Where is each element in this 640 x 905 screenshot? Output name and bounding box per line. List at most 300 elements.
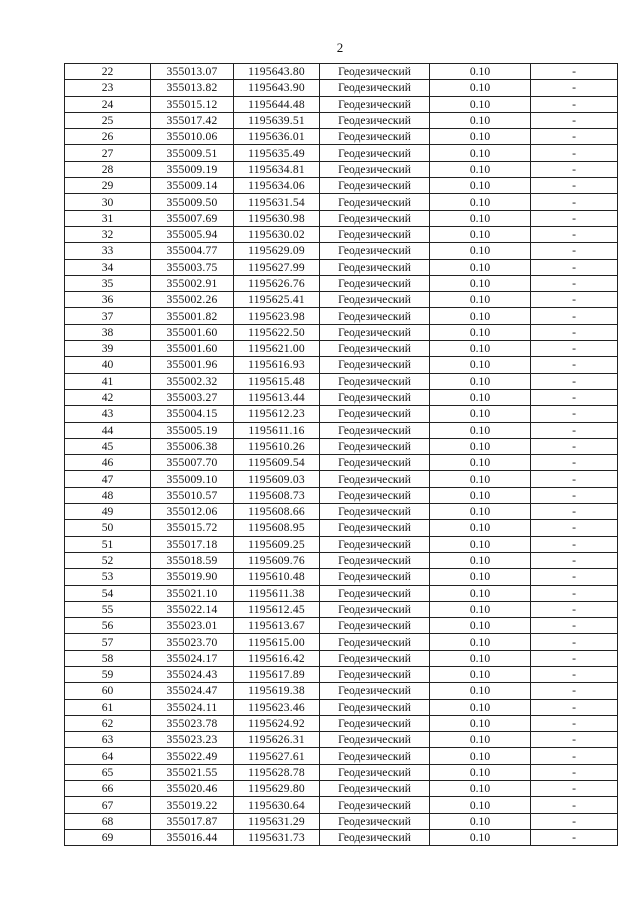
- precision-cell: 0.10: [430, 715, 531, 731]
- table-row: [65, 129, 618, 145]
- description-cell: -: [531, 226, 618, 242]
- method-cell: Геодезический: [320, 585, 430, 601]
- method-cell: Геодезический: [320, 618, 430, 634]
- y-coordinate-cell: 1195643.80: [234, 64, 320, 80]
- precision-cell: 0.10: [430, 748, 531, 764]
- method-cell: Геодезический: [320, 813, 430, 829]
- y-coordinate-cell: 1195630.64: [234, 797, 320, 813]
- y-coordinate-cell: 1195631.73: [234, 829, 320, 845]
- table-row: [65, 96, 618, 112]
- y-coordinate-cell: 1195635.49: [234, 145, 320, 161]
- point-number-cell: 34: [65, 259, 151, 275]
- y-coordinate-cell: 1195639.51: [234, 112, 320, 128]
- y-coordinate-cell: 1195615.00: [234, 634, 320, 650]
- point-number-cell: 57: [65, 634, 151, 650]
- description-cell: -: [531, 536, 618, 552]
- y-coordinate-cell: 1195623.46: [234, 699, 320, 715]
- method-cell: Геодезический: [320, 487, 430, 503]
- method-cell: Геодезический: [320, 145, 430, 161]
- table-row: [65, 259, 618, 275]
- point-number-cell: 22: [65, 64, 151, 80]
- x-coordinate-cell: 355006.38: [151, 438, 234, 454]
- precision-cell: 0.10: [430, 569, 531, 585]
- x-coordinate-cell: 355001.60: [151, 324, 234, 340]
- table-row: [65, 618, 618, 634]
- method-cell: Геодезический: [320, 292, 430, 308]
- table-row: [65, 536, 618, 552]
- x-coordinate-cell: 355009.51: [151, 145, 234, 161]
- precision-cell: 0.10: [430, 292, 531, 308]
- x-coordinate-cell: 355009.14: [151, 178, 234, 194]
- description-cell: -: [531, 699, 618, 715]
- point-number-cell: 35: [65, 275, 151, 291]
- y-coordinate-cell: 1195621.00: [234, 341, 320, 357]
- table-row: [65, 357, 618, 373]
- y-coordinate-cell: 1195608.95: [234, 520, 320, 536]
- description-cell: -: [531, 292, 618, 308]
- method-cell: Геодезический: [320, 112, 430, 128]
- precision-cell: 0.10: [430, 520, 531, 536]
- precision-cell: 0.10: [430, 813, 531, 829]
- description-cell: -: [531, 96, 618, 112]
- point-number-cell: 55: [65, 601, 151, 617]
- method-cell: Геодезический: [320, 699, 430, 715]
- precision-cell: 0.10: [430, 666, 531, 682]
- x-coordinate-cell: 355022.49: [151, 748, 234, 764]
- x-coordinate-cell: 355004.77: [151, 243, 234, 259]
- point-number-cell: 45: [65, 438, 151, 454]
- point-number-cell: 50: [65, 520, 151, 536]
- table-row: [65, 80, 618, 96]
- precision-cell: 0.10: [430, 145, 531, 161]
- table-row: [65, 292, 618, 308]
- precision-cell: 0.10: [430, 634, 531, 650]
- y-coordinate-cell: 1195629.09: [234, 243, 320, 259]
- description-cell: -: [531, 308, 618, 324]
- precision-cell: 0.10: [430, 210, 531, 226]
- x-coordinate-cell: 355022.14: [151, 601, 234, 617]
- x-coordinate-cell: 355004.15: [151, 406, 234, 422]
- coordinates-table: [64, 63, 618, 846]
- point-number-cell: 63: [65, 732, 151, 748]
- precision-cell: 0.10: [430, 112, 531, 128]
- y-coordinate-cell: 1195634.06: [234, 178, 320, 194]
- y-coordinate-cell: 1195611.16: [234, 422, 320, 438]
- precision-cell: 0.10: [430, 161, 531, 177]
- precision-cell: 0.10: [430, 243, 531, 259]
- description-cell: -: [531, 243, 618, 259]
- table-row: [65, 161, 618, 177]
- y-coordinate-cell: 1195629.80: [234, 781, 320, 797]
- table-row: [65, 829, 618, 845]
- table-row: [65, 650, 618, 666]
- precision-cell: 0.10: [430, 699, 531, 715]
- method-cell: Геодезический: [320, 357, 430, 373]
- description-cell: -: [531, 422, 618, 438]
- x-coordinate-cell: 355021.10: [151, 585, 234, 601]
- y-coordinate-cell: 1195634.81: [234, 161, 320, 177]
- x-coordinate-cell: 355023.01: [151, 618, 234, 634]
- method-cell: Геодезический: [320, 210, 430, 226]
- table-row: [65, 373, 618, 389]
- description-cell: -: [531, 829, 618, 845]
- y-coordinate-cell: 1195608.66: [234, 504, 320, 520]
- method-cell: Геодезический: [320, 422, 430, 438]
- point-number-cell: 28: [65, 161, 151, 177]
- precision-cell: 0.10: [430, 471, 531, 487]
- method-cell: Геодезический: [320, 601, 430, 617]
- description-cell: -: [531, 650, 618, 666]
- point-number-cell: 48: [65, 487, 151, 503]
- precision-cell: 0.10: [430, 797, 531, 813]
- y-coordinate-cell: 1195608.73: [234, 487, 320, 503]
- y-coordinate-cell: 1195619.38: [234, 683, 320, 699]
- precision-cell: 0.10: [430, 406, 531, 422]
- precision-cell: 0.10: [430, 341, 531, 357]
- precision-cell: 0.10: [430, 585, 531, 601]
- y-coordinate-cell: 1195609.03: [234, 471, 320, 487]
- x-coordinate-cell: 355001.60: [151, 341, 234, 357]
- point-number-cell: 54: [65, 585, 151, 601]
- table-row: [65, 683, 618, 699]
- point-number-cell: 39: [65, 341, 151, 357]
- y-coordinate-cell: 1195616.42: [234, 650, 320, 666]
- y-coordinate-cell: 1195610.26: [234, 438, 320, 454]
- x-coordinate-cell: 355009.50: [151, 194, 234, 210]
- x-coordinate-cell: 355013.07: [151, 64, 234, 80]
- point-number-cell: 51: [65, 536, 151, 552]
- precision-cell: 0.10: [430, 422, 531, 438]
- x-coordinate-cell: 355002.26: [151, 292, 234, 308]
- description-cell: -: [531, 406, 618, 422]
- x-coordinate-cell: 355001.82: [151, 308, 234, 324]
- y-coordinate-cell: 1195609.54: [234, 455, 320, 471]
- point-number-cell: 46: [65, 455, 151, 471]
- table-row: [65, 585, 618, 601]
- table-row: [65, 471, 618, 487]
- precision-cell: 0.10: [430, 650, 531, 666]
- method-cell: Геодезический: [320, 341, 430, 357]
- table-row: [65, 732, 618, 748]
- y-coordinate-cell: 1195630.98: [234, 210, 320, 226]
- description-cell: -: [531, 341, 618, 357]
- point-number-cell: 53: [65, 569, 151, 585]
- method-cell: Геодезический: [320, 455, 430, 471]
- table-row: [65, 308, 618, 324]
- precision-cell: 0.10: [430, 80, 531, 96]
- precision-cell: 0.10: [430, 781, 531, 797]
- method-cell: Геодезический: [320, 748, 430, 764]
- point-number-cell: 37: [65, 308, 151, 324]
- method-cell: Геодезический: [320, 764, 430, 780]
- precision-cell: 0.10: [430, 129, 531, 145]
- method-cell: Геодезический: [320, 64, 430, 80]
- description-cell: -: [531, 471, 618, 487]
- description-cell: -: [531, 210, 618, 226]
- y-coordinate-cell: 1195622.50: [234, 324, 320, 340]
- description-cell: -: [531, 764, 618, 780]
- table-row: [65, 569, 618, 585]
- description-cell: -: [531, 748, 618, 764]
- method-cell: Геодезический: [320, 80, 430, 96]
- y-coordinate-cell: 1195613.44: [234, 389, 320, 405]
- table-row: [65, 178, 618, 194]
- point-number-cell: 60: [65, 683, 151, 699]
- point-number-cell: 59: [65, 666, 151, 682]
- method-cell: Геодезический: [320, 797, 430, 813]
- table-row: [65, 422, 618, 438]
- point-number-cell: 52: [65, 552, 151, 568]
- table-row: [65, 341, 618, 357]
- y-coordinate-cell: 1195644.48: [234, 96, 320, 112]
- method-cell: Геодезический: [320, 536, 430, 552]
- description-cell: -: [531, 683, 618, 699]
- x-coordinate-cell: 355003.75: [151, 259, 234, 275]
- x-coordinate-cell: 355024.17: [151, 650, 234, 666]
- description-cell: -: [531, 715, 618, 731]
- method-cell: Геодезический: [320, 161, 430, 177]
- x-coordinate-cell: 355007.70: [151, 455, 234, 471]
- precision-cell: 0.10: [430, 683, 531, 699]
- y-coordinate-cell: 1195631.29: [234, 813, 320, 829]
- point-number-cell: 27: [65, 145, 151, 161]
- description-cell: -: [531, 178, 618, 194]
- point-number-cell: 67: [65, 797, 151, 813]
- description-cell: -: [531, 129, 618, 145]
- point-number-cell: 68: [65, 813, 151, 829]
- description-cell: -: [531, 259, 618, 275]
- method-cell: Геодезический: [320, 178, 430, 194]
- method-cell: Геодезический: [320, 634, 430, 650]
- point-number-cell: 66: [65, 781, 151, 797]
- y-coordinate-cell: 1195625.41: [234, 292, 320, 308]
- method-cell: Геодезический: [320, 406, 430, 422]
- description-cell: -: [531, 487, 618, 503]
- description-cell: -: [531, 552, 618, 568]
- y-coordinate-cell: 1195609.76: [234, 552, 320, 568]
- point-number-cell: 61: [65, 699, 151, 715]
- table-row: [65, 194, 618, 210]
- table-row: [65, 813, 618, 829]
- method-cell: Геодезический: [320, 552, 430, 568]
- y-coordinate-cell: 1195631.54: [234, 194, 320, 210]
- point-number-cell: 30: [65, 194, 151, 210]
- description-cell: -: [531, 80, 618, 96]
- method-cell: Геодезический: [320, 504, 430, 520]
- point-number-cell: 32: [65, 226, 151, 242]
- y-coordinate-cell: 1195613.67: [234, 618, 320, 634]
- y-coordinate-cell: 1195617.89: [234, 666, 320, 682]
- x-coordinate-cell: 355017.18: [151, 536, 234, 552]
- method-cell: Геодезический: [320, 259, 430, 275]
- method-cell: Геодезический: [320, 683, 430, 699]
- table-row: [65, 455, 618, 471]
- precision-cell: 0.10: [430, 64, 531, 80]
- point-number-cell: 49: [65, 504, 151, 520]
- x-coordinate-cell: 355007.69: [151, 210, 234, 226]
- y-coordinate-cell: 1195636.01: [234, 129, 320, 145]
- method-cell: Геодезический: [320, 732, 430, 748]
- description-cell: -: [531, 797, 618, 813]
- x-coordinate-cell: 355018.59: [151, 552, 234, 568]
- x-coordinate-cell: 355023.70: [151, 634, 234, 650]
- description-cell: -: [531, 634, 618, 650]
- table-row: [65, 324, 618, 340]
- table-row: [65, 112, 618, 128]
- description-cell: -: [531, 373, 618, 389]
- x-coordinate-cell: 355023.78: [151, 715, 234, 731]
- x-coordinate-cell: 355010.06: [151, 129, 234, 145]
- precision-cell: 0.10: [430, 226, 531, 242]
- y-coordinate-cell: 1195615.48: [234, 373, 320, 389]
- precision-cell: 0.10: [430, 764, 531, 780]
- table-row: [65, 275, 618, 291]
- description-cell: -: [531, 455, 618, 471]
- method-cell: Геодезический: [320, 666, 430, 682]
- method-cell: Геодезический: [320, 569, 430, 585]
- y-coordinate-cell: 1195627.61: [234, 748, 320, 764]
- method-cell: Геодезический: [320, 243, 430, 259]
- description-cell: -: [531, 601, 618, 617]
- table-row: [65, 226, 618, 242]
- y-coordinate-cell: 1195626.31: [234, 732, 320, 748]
- method-cell: Геодезический: [320, 650, 430, 666]
- y-coordinate-cell: 1195623.98: [234, 308, 320, 324]
- point-number-cell: 29: [65, 178, 151, 194]
- description-cell: -: [531, 520, 618, 536]
- point-number-cell: 24: [65, 96, 151, 112]
- x-coordinate-cell: 355020.46: [151, 781, 234, 797]
- point-number-cell: 65: [65, 764, 151, 780]
- precision-cell: 0.10: [430, 178, 531, 194]
- x-coordinate-cell: 355017.42: [151, 112, 234, 128]
- x-coordinate-cell: 355023.23: [151, 732, 234, 748]
- method-cell: Геодезический: [320, 275, 430, 291]
- precision-cell: 0.10: [430, 373, 531, 389]
- point-number-cell: 42: [65, 389, 151, 405]
- point-number-cell: 44: [65, 422, 151, 438]
- method-cell: Геодезический: [320, 520, 430, 536]
- description-cell: -: [531, 569, 618, 585]
- x-coordinate-cell: 355019.90: [151, 569, 234, 585]
- point-number-cell: 38: [65, 324, 151, 340]
- precision-cell: 0.10: [430, 324, 531, 340]
- x-coordinate-cell: 355009.10: [151, 471, 234, 487]
- x-coordinate-cell: 355021.55: [151, 764, 234, 780]
- point-number-cell: 69: [65, 829, 151, 845]
- x-coordinate-cell: 355019.22: [151, 797, 234, 813]
- x-coordinate-cell: 355024.43: [151, 666, 234, 682]
- y-coordinate-cell: 1195610.48: [234, 569, 320, 585]
- x-coordinate-cell: 355015.72: [151, 520, 234, 536]
- description-cell: -: [531, 112, 618, 128]
- precision-cell: 0.10: [430, 487, 531, 503]
- point-number-cell: 41: [65, 373, 151, 389]
- description-cell: -: [531, 145, 618, 161]
- table-row: [65, 666, 618, 682]
- x-coordinate-cell: 355005.19: [151, 422, 234, 438]
- method-cell: Геодезический: [320, 715, 430, 731]
- y-coordinate-cell: 1195626.76: [234, 275, 320, 291]
- point-number-cell: 25: [65, 112, 151, 128]
- precision-cell: 0.10: [430, 601, 531, 617]
- precision-cell: 0.10: [430, 438, 531, 454]
- precision-cell: 0.10: [430, 308, 531, 324]
- method-cell: Геодезический: [320, 438, 430, 454]
- point-number-cell: 64: [65, 748, 151, 764]
- x-coordinate-cell: 355002.32: [151, 373, 234, 389]
- precision-cell: 0.10: [430, 96, 531, 112]
- point-number-cell: 26: [65, 129, 151, 145]
- x-coordinate-cell: 355003.27: [151, 389, 234, 405]
- x-coordinate-cell: 355013.82: [151, 80, 234, 96]
- description-cell: -: [531, 324, 618, 340]
- precision-cell: 0.10: [430, 732, 531, 748]
- description-cell: -: [531, 357, 618, 373]
- table-row: [65, 797, 618, 813]
- method-cell: Геодезический: [320, 829, 430, 845]
- table-row: [65, 145, 618, 161]
- description-cell: -: [531, 781, 618, 797]
- description-cell: -: [531, 504, 618, 520]
- x-coordinate-cell: 355016.44: [151, 829, 234, 845]
- x-coordinate-cell: 355001.96: [151, 357, 234, 373]
- x-coordinate-cell: 355024.47: [151, 683, 234, 699]
- table-row: [65, 715, 618, 731]
- method-cell: Геодезический: [320, 226, 430, 242]
- point-number-cell: 36: [65, 292, 151, 308]
- precision-cell: 0.10: [430, 618, 531, 634]
- y-coordinate-cell: 1195616.93: [234, 357, 320, 373]
- x-coordinate-cell: 355005.94: [151, 226, 234, 242]
- description-cell: -: [531, 194, 618, 210]
- table-row: [65, 634, 618, 650]
- description-cell: -: [531, 732, 618, 748]
- point-number-cell: 47: [65, 471, 151, 487]
- method-cell: Геодезический: [320, 373, 430, 389]
- description-cell: -: [531, 389, 618, 405]
- description-cell: -: [531, 438, 618, 454]
- y-coordinate-cell: 1195624.92: [234, 715, 320, 731]
- description-cell: -: [531, 161, 618, 177]
- x-coordinate-cell: 355010.57: [151, 487, 234, 503]
- method-cell: Геодезический: [320, 389, 430, 405]
- table-row: [65, 243, 618, 259]
- table-row: [65, 487, 618, 503]
- precision-cell: 0.10: [430, 536, 531, 552]
- y-coordinate-cell: 1195611.38: [234, 585, 320, 601]
- method-cell: Геодезический: [320, 324, 430, 340]
- y-coordinate-cell: 1195612.23: [234, 406, 320, 422]
- table-row: [65, 389, 618, 405]
- description-cell: -: [531, 618, 618, 634]
- precision-cell: 0.10: [430, 194, 531, 210]
- x-coordinate-cell: 355015.12: [151, 96, 234, 112]
- point-number-cell: 56: [65, 618, 151, 634]
- description-cell: -: [531, 275, 618, 291]
- method-cell: Геодезический: [320, 194, 430, 210]
- precision-cell: 0.10: [430, 552, 531, 568]
- description-cell: -: [531, 813, 618, 829]
- x-coordinate-cell: 355017.87: [151, 813, 234, 829]
- precision-cell: 0.10: [430, 829, 531, 845]
- table-row: [65, 552, 618, 568]
- x-coordinate-cell: 355009.19: [151, 161, 234, 177]
- point-number-cell: 33: [65, 243, 151, 259]
- table-row: [65, 210, 618, 226]
- table-row: [65, 748, 618, 764]
- table-row: [65, 764, 618, 780]
